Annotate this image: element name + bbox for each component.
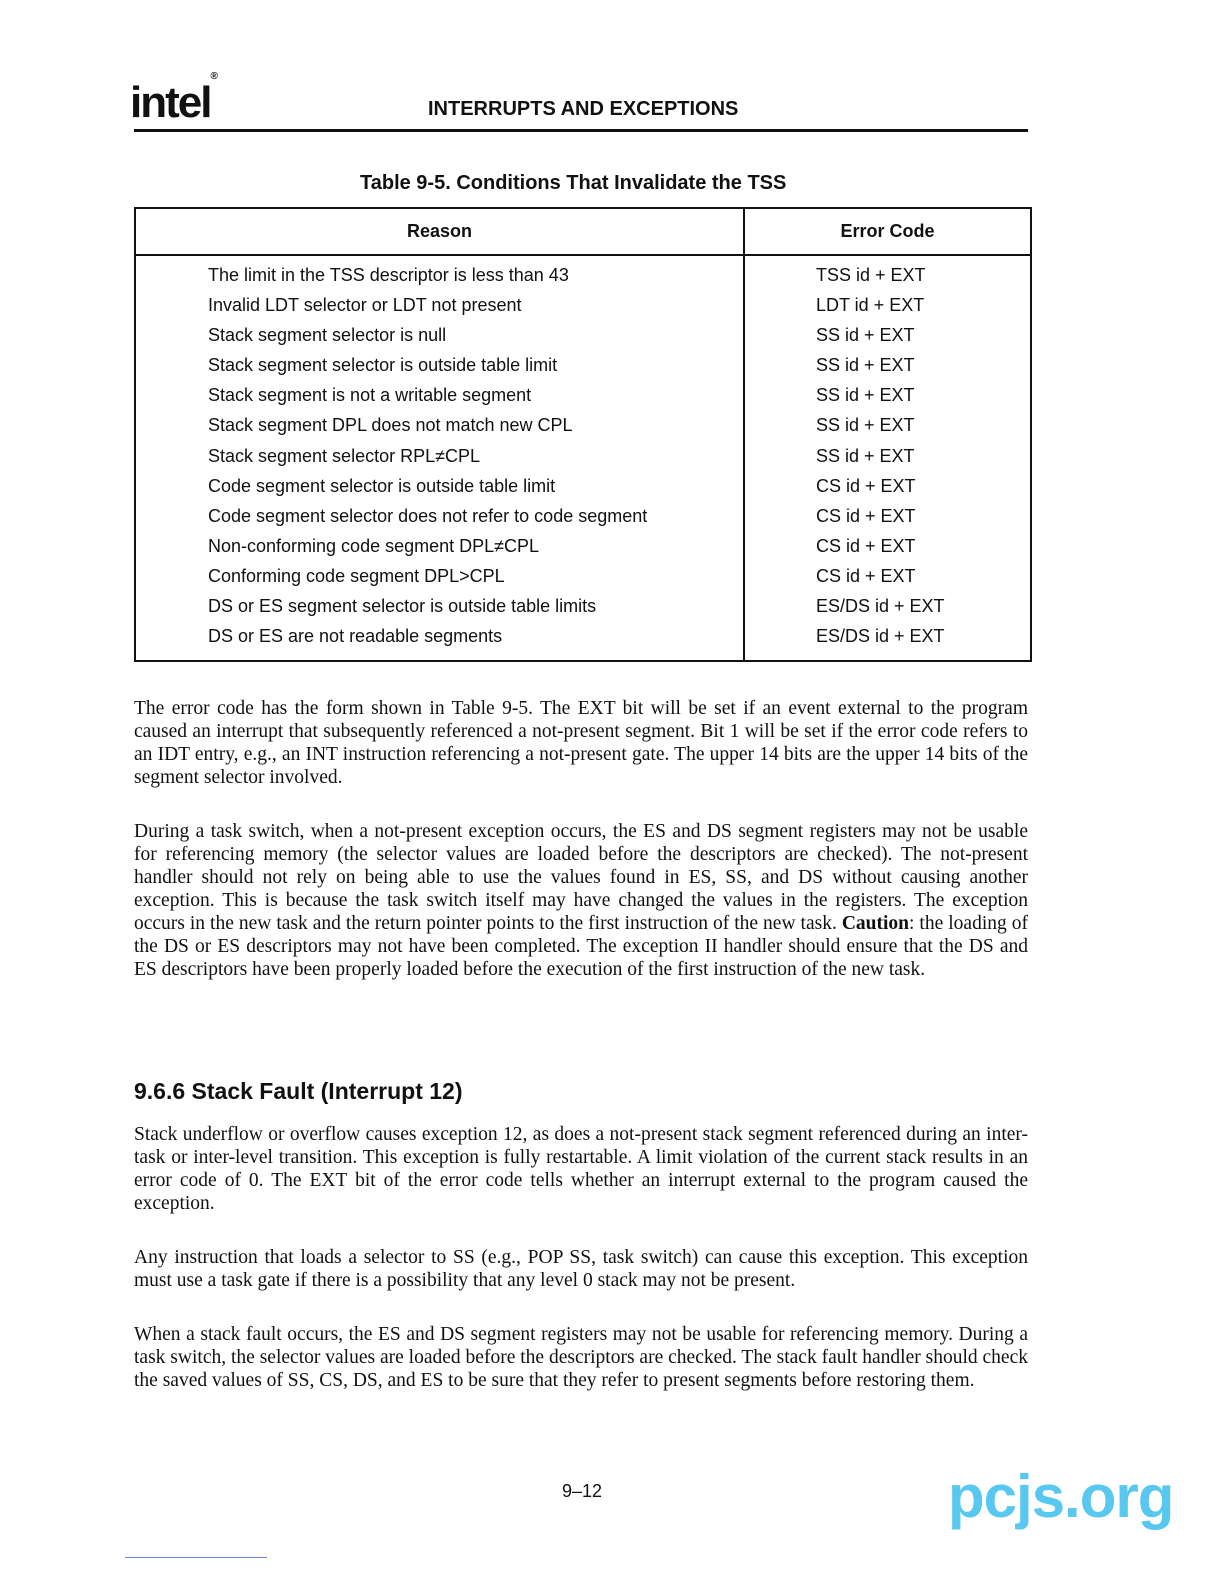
- error-code-cell: CS id + EXT: [816, 565, 916, 586]
- table-row: [136, 476, 1030, 506]
- table-row: [136, 325, 1030, 355]
- table-row: [136, 596, 1030, 626]
- paragraph-text: : the loading of the DS or ES descriptors may not have been completed. The exception II handler should ensure that the DS and ES descriptors have been properly loaded before the execution of the first instruction of the new task.: [134, 913, 1028, 980]
- reason-cell: DS or ES are not readable segments: [208, 626, 503, 647]
- paragraph-task-switch: [134, 820, 1028, 981]
- error-code-cell: CS id + EXT: [816, 475, 916, 496]
- pcjs-watermark: pcjs.org: [948, 1463, 1174, 1530]
- caution-label: Caution: [841, 913, 910, 934]
- reason-cell: Conforming code segment DPL>CPL: [208, 565, 505, 586]
- reason-cell: Code segment selector does not refer to code segment: [208, 505, 648, 526]
- table-row: [136, 265, 1030, 295]
- table-row: [136, 385, 1030, 415]
- table-row: [136, 355, 1030, 385]
- paragraph-error-code-form: The error code has the form shown in Table 9-5. The EXT bit will be set if an event external to the program caused an interrupt that subsequently referenced a not-present segment. Bit 1 will be set if the error code refers to an IDT entry, e.g., an INT instruction referencing a not-present gate. The upper 14 bits are the upper 14 bits of the segment selector involved.: [134, 698, 1028, 788]
- intel-logo: intel®: [130, 71, 218, 127]
- error-code-cell: SS id + EXT: [816, 445, 915, 466]
- table-row: [136, 415, 1030, 445]
- error-code-cell: SS id + EXT: [816, 385, 915, 406]
- reason-cell: Invalid LDT selector or LDT not present: [208, 295, 522, 316]
- reason-cell: DS or ES segment selector is outside table limits: [208, 596, 597, 617]
- table-row: [136, 446, 1030, 476]
- error-code-cell: TSS id + EXT: [816, 265, 926, 285]
- link-underline: [125, 1557, 267, 1558]
- paragraph-ss-instructions: Any instruction that loads a selector to SS (e.g., POP SS, task switch) can cause this exception. This exception must use a task gate if there is a possibility that any level 0 stack may not be present.: [134, 1247, 1028, 1291]
- reason-cell: Stack segment is not a writable segment: [208, 385, 532, 406]
- header-rule: [134, 129, 1028, 132]
- tss-conditions-table: [134, 207, 1032, 662]
- column-header-error-code: Error Code: [840, 221, 935, 241]
- reason-cell: The limit in the TSS descriptor is less than 43: [208, 265, 569, 285]
- error-code-cell: ES/DS id + EXT: [816, 626, 945, 647]
- page-header-title: INTERRUPTS AND EXCEPTIONS: [428, 98, 739, 120]
- reason-cell: Stack segment selector is null: [208, 325, 447, 346]
- reason-cell: Stack segment DPL does not match new CPL: [208, 415, 573, 436]
- paragraph-stack-fault: Stack underflow or overflow causes exception 12, as does a not-present stack segment referenced during an inter-task or inter-level transition. This exception is fully restartable. A limit violation of the current stack results in an error code of 0. The EXT bit of the error code tells whether an interrupt external to the program caused the exception.: [134, 1124, 1028, 1214]
- table-row: [136, 566, 1030, 596]
- reason-cell: Code segment selector is outside table limit: [208, 475, 556, 496]
- table-body: [136, 265, 1030, 656]
- section-heading: 9.6.6 Stack Fault (Interrupt 12): [134, 1078, 463, 1104]
- table-header-divider: [136, 254, 1030, 256]
- error-code-cell: ES/DS id + EXT: [816, 596, 945, 617]
- error-code-cell: CS id + EXT: [816, 535, 916, 556]
- table-row: [136, 536, 1030, 566]
- column-header-reason: Reason: [406, 221, 473, 241]
- reason-cell: Stack segment selector is outside table limit: [208, 355, 558, 376]
- paragraph-text: During a task switch, when a not-present exception occurs, the ES and DS segment registers may not be usable for referencing memory (the selector values are loaded before the descriptors are checked). The not-present handler should not rely on being able to use the values found in ES, SS, and DS without causing another exception. This is because the task switch itself may have changed the values in the registers. The exception occurs in the new task and the return pointer points to the first instruction of the new task.: [134, 821, 1028, 934]
- error-code-cell: SS id + EXT: [816, 355, 915, 376]
- reason-cell: Non-conforming code segment DPL≠CPL: [208, 535, 540, 556]
- error-code-cell: SS id + EXT: [816, 325, 915, 346]
- error-code-cell: LDT id + EXT: [816, 295, 925, 316]
- error-code-cell: SS id + EXT: [816, 415, 915, 436]
- paragraph-stack-fault-occurs: When a stack fault occurs, the ES and DS segment registers may not be usable for referencing memory. During a task switch, the selector values are loaded before the descriptors are checked. The stack fault handler should check the saved values of SS, CS, DS, and ES to be sure that they refer to present segments before restoring them.: [134, 1324, 1028, 1391]
- table-row: [136, 626, 1030, 656]
- table-row: [136, 295, 1030, 325]
- error-code-cell: CS id + EXT: [816, 505, 916, 526]
- table-row: [136, 506, 1030, 536]
- table-caption: Table 9-5. Conditions That Invalidate the TSS: [360, 172, 787, 194]
- reason-cell: Stack segment selector RPL≠CPL: [208, 445, 480, 466]
- page-number: 9–12: [562, 1481, 603, 1501]
